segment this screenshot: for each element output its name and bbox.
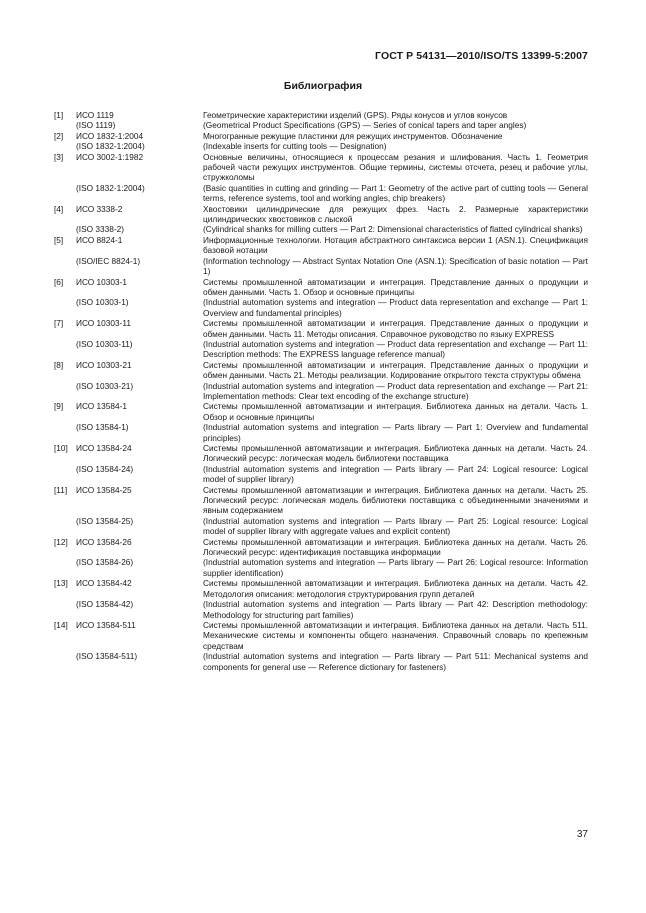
entry-number: [54, 339, 76, 360]
entry-number: [54, 516, 76, 537]
entry-code: (ISO 13584-1): [76, 422, 129, 433]
entry-number: [4]: [54, 203, 64, 214]
bibliography-entry: [54, 578, 588, 599]
entry-text: (Indexable inserts for cutting tools — Designation): [203, 141, 387, 152]
entry-number: [54, 422, 76, 443]
entry-code: ИСО 3338-2: [76, 203, 123, 214]
entry-number: [6]: [54, 276, 64, 287]
entry-number: [2]: [54, 130, 64, 141]
entry-code: (ISO 3338-2): [76, 224, 124, 235]
entry-text: Основные величины, относящиеся к процессам резания и шлифования. Часть 1. Геометрия рабочей части режущих инструментов. Общие термины, системы отсчета, резец и рабочие углы, стружколомы: [203, 151, 588, 183]
bibliography-entry: [54, 318, 588, 339]
entry-number: [8]: [54, 359, 64, 370]
bibliography-entry: [54, 277, 588, 298]
entry-number: [9]: [54, 401, 64, 412]
entry-code: (ISO/IEC 8824-1): [76, 255, 141, 266]
entry-code: ИСО 10303-1: [76, 276, 127, 287]
entry-text: Системы промышленной автоматизации и интеграция. Библиотека данных на детали. Часть 24. Логический ресурс: логическая модель библиотеки поставщика: [203, 443, 588, 464]
entry-text: Информационные технологии. Нотация абстрактного синтаксиса версии 1 (ASN.1). Спецификация базовой нотации: [203, 234, 588, 256]
entry-text: (Geometrical Product Specifications (GPS) — Series of conical tapers and taper angles): [203, 120, 527, 131]
bibliography-entry: [54, 224, 588, 234]
bibliography-entry: [54, 339, 588, 360]
entry-text: (Industrial automation systems and integration — Parts library — Part 25: Logical resource: Logical model of supplier library with aggregate values and explicit content): [203, 515, 588, 537]
page-number: 37: [576, 829, 588, 840]
entry-number: [54, 120, 76, 130]
entry-text: (Industrial automation systems and integration — Product data representation and exchange — Part 11: Description methods: The EXPRESS language reference manual): [203, 338, 588, 360]
bibliography-entry: [54, 110, 588, 120]
entry-number: [54, 224, 76, 234]
entry-code: (ISO 10303-11): [76, 338, 133, 349]
bibliography-entry: [54, 422, 588, 443]
entry-code: ИСО 13584-24: [76, 443, 132, 453]
entry-code: ИСО 13584-25: [76, 484, 132, 495]
entry-text: (Industrial automation systems and integration — Parts library — Part 1: Overview and fundamental principles): [203, 422, 588, 443]
entry-number: [54, 381, 76, 402]
entry-code: ИСО 1832-1:2004: [76, 130, 144, 141]
document-header: ГОСТ Р 54131—2010/ISO/TS 13399-5:2007: [375, 50, 588, 62]
bibliography-entry: [54, 131, 588, 141]
bibliography-entry: [54, 620, 588, 651]
entry-code: ИСО 13584-42: [76, 578, 132, 589]
bibliography-entry: [54, 152, 588, 183]
entry-code: ИСО 13584-26: [76, 536, 132, 547]
bibliography-entry: [54, 651, 588, 672]
bibliography-entry: [54, 464, 588, 485]
entry-code: (ISO 10303-1): [76, 297, 129, 308]
entry-code: ИСО 1119: [76, 110, 114, 120]
entry-text: (Cylindrical shanks for milling cutters — Part 2: Dimensional characteristics of flatted cylindrical shanks): [203, 224, 583, 235]
bibliography-entry: [54, 537, 588, 558]
bibliography-entry: [54, 120, 588, 130]
entry-number: [54, 256, 76, 277]
entry-number: [10]: [54, 443, 68, 453]
entry-code: (ISO 1832-1:2004): [76, 141, 145, 152]
entry-number: [14]: [54, 619, 68, 630]
entry-text: Многогранные режущие пластинки для режущих инструментов. Обозначение: [203, 130, 503, 141]
bibliography-entry: [54, 599, 588, 620]
entry-number: [54, 297, 76, 318]
entry-number: [3]: [54, 151, 64, 162]
entry-text: Системы промышленной автоматизации и интеграция. Представление данных о продукции и обмен данными. Часть 11. Методы описания. Справочное руководство по языку EXPRESS: [203, 318, 588, 339]
entry-number: [13]: [54, 578, 68, 589]
entry-text: Системы промышленной автоматизации и интеграция. Представление данных о продукции и обмен данными. Часть 21. Методы реализации. Кодирование открытого текста структуры обмена: [203, 359, 588, 381]
entry-text: (Industrial automation systems and integration — Product data representation and exchange — Part 1: Overview and fundamental principles): [203, 297, 588, 318]
entry-text: Системы промышленной автоматизации и интеграция. Библиотека данных на детали. Часть 42. Методология описания: методология структурирования групп деталей: [203, 578, 588, 599]
bibliography-entry: [54, 183, 588, 204]
entry-text: Геометрические характеристики изделий (GPS). Ряды конусов и углов конусов: [203, 110, 508, 120]
entry-text: (Industrial automation systems and integration — Parts library — Part 42: Description methodology: Methodology for structuring part families): [203, 599, 588, 620]
entry-code: (ISO 13584-511): [76, 651, 138, 662]
entry-code: (ISO 1832-1:2004): [76, 182, 145, 193]
entry-text: Системы промышленной автоматизации и интеграция. Библиотека данных на детали. Часть 25. Логический ресурс: логическая модель библиотеки поставщика с объединенными значениями и явным содержанием: [203, 484, 588, 516]
entry-text: (Information technology — Abstract Syntax Notation One (ASN.1): Specification of basic notation — Part 1): [203, 255, 588, 277]
entry-number: [54, 183, 76, 204]
entry-code: (ISO 1119): [76, 120, 116, 131]
bibliography-entry: [54, 485, 588, 516]
entry-text: Системы промышленной автоматизации и интеграция. Представление данных о продукции и обмен данными. Часть 1. Обзор и основные принципы: [203, 276, 588, 297]
bibliography-entry: [54, 516, 588, 537]
entry-number: [54, 599, 76, 620]
bibliography-list: [54, 110, 588, 672]
entry-number: [5]: [54, 234, 64, 245]
page-title: Библиография: [283, 80, 363, 92]
entry-code: (ISO 13584-24): [76, 463, 134, 474]
entry-number: [54, 464, 76, 485]
entry-number: [12]: [54, 536, 68, 547]
bibliography-entry: [54, 401, 588, 422]
bibliography-entry: [54, 297, 588, 318]
entry-number: [7]: [54, 318, 64, 329]
entry-text: (Industrial automation systems and integration — Parts library — Part 511: Mechanical systems and components for general use — Reference dictionary for fasteners): [203, 651, 588, 672]
bibliography-entry: [54, 256, 588, 277]
entry-code: (ISO 13584-42): [76, 599, 134, 610]
entry-number: [54, 557, 76, 578]
entry-number: [54, 651, 76, 672]
entry-text: Системы промышленной автоматизации и интеграция. Библиотека данных на детали. Часть 26. Логический ресурс: идентификация поставщика информации: [203, 536, 588, 558]
bibliography-entry: [54, 443, 588, 464]
entry-text: (Industrial automation systems and integration — Parts library — Part 26: Logical resource: Information supplier identification): [203, 557, 588, 578]
bibliography-entry: [54, 235, 588, 256]
entry-code: ИСО 13584-511: [76, 619, 136, 630]
entry-code: ИСО 10303-11: [76, 318, 131, 329]
entry-text: Хвостовики цилиндрические для режущих фрез. Часть 2. Размерные характеристики цилиндрических хвостовиков с лыской: [203, 203, 588, 225]
bibliography-entry: [54, 360, 588, 381]
entry-code: (ISO 13584-25): [76, 515, 134, 526]
entry-number: [54, 141, 76, 151]
entry-text: Системы промышленной автоматизации и интеграция. Библиотека данных на детали. Часть 1. Обзор и основные принципы: [203, 401, 588, 422]
bibliography-entry: [54, 141, 588, 151]
entry-text: Системы промышленной автоматизации и интеграция. Библиотека данных на детали. Часть 511. Механические системы и компоненты общего назначения. Справочный словарь по крепежным средствам: [203, 619, 588, 651]
entry-number: [1]: [54, 110, 64, 120]
bibliography-entry: [54, 557, 588, 578]
entry-code: ИСО 10303-21: [76, 359, 132, 370]
bibliography-entry: [54, 381, 588, 402]
entry-code: ИСО 13584-1: [76, 401, 127, 412]
entry-code: (ISO 13584-26): [76, 557, 134, 568]
entry-code: (ISO 10303-21): [76, 380, 134, 391]
entry-code: ИСО 8824-1: [76, 234, 123, 245]
entry-code: ИСО 3002-1:1982: [76, 151, 144, 162]
entry-text: (Industrial automation systems and integration — Product data representation and exchange — Part 21: Implementation methods: Clear text encoding of the exchange structure): [203, 380, 588, 401]
bibliography-entry: [54, 204, 588, 225]
entry-text: (Industrial automation systems and integration — Parts library — Part 24: Logical resource: Logical model of supplier library): [203, 463, 588, 485]
entry-text: (Basic quantities in cutting and grinding — Part 1: Geometry of the active part of cutting tools — General terms, reference systems, tool and working angles, chip breakers): [203, 182, 588, 204]
entry-number: [11]: [54, 484, 68, 495]
